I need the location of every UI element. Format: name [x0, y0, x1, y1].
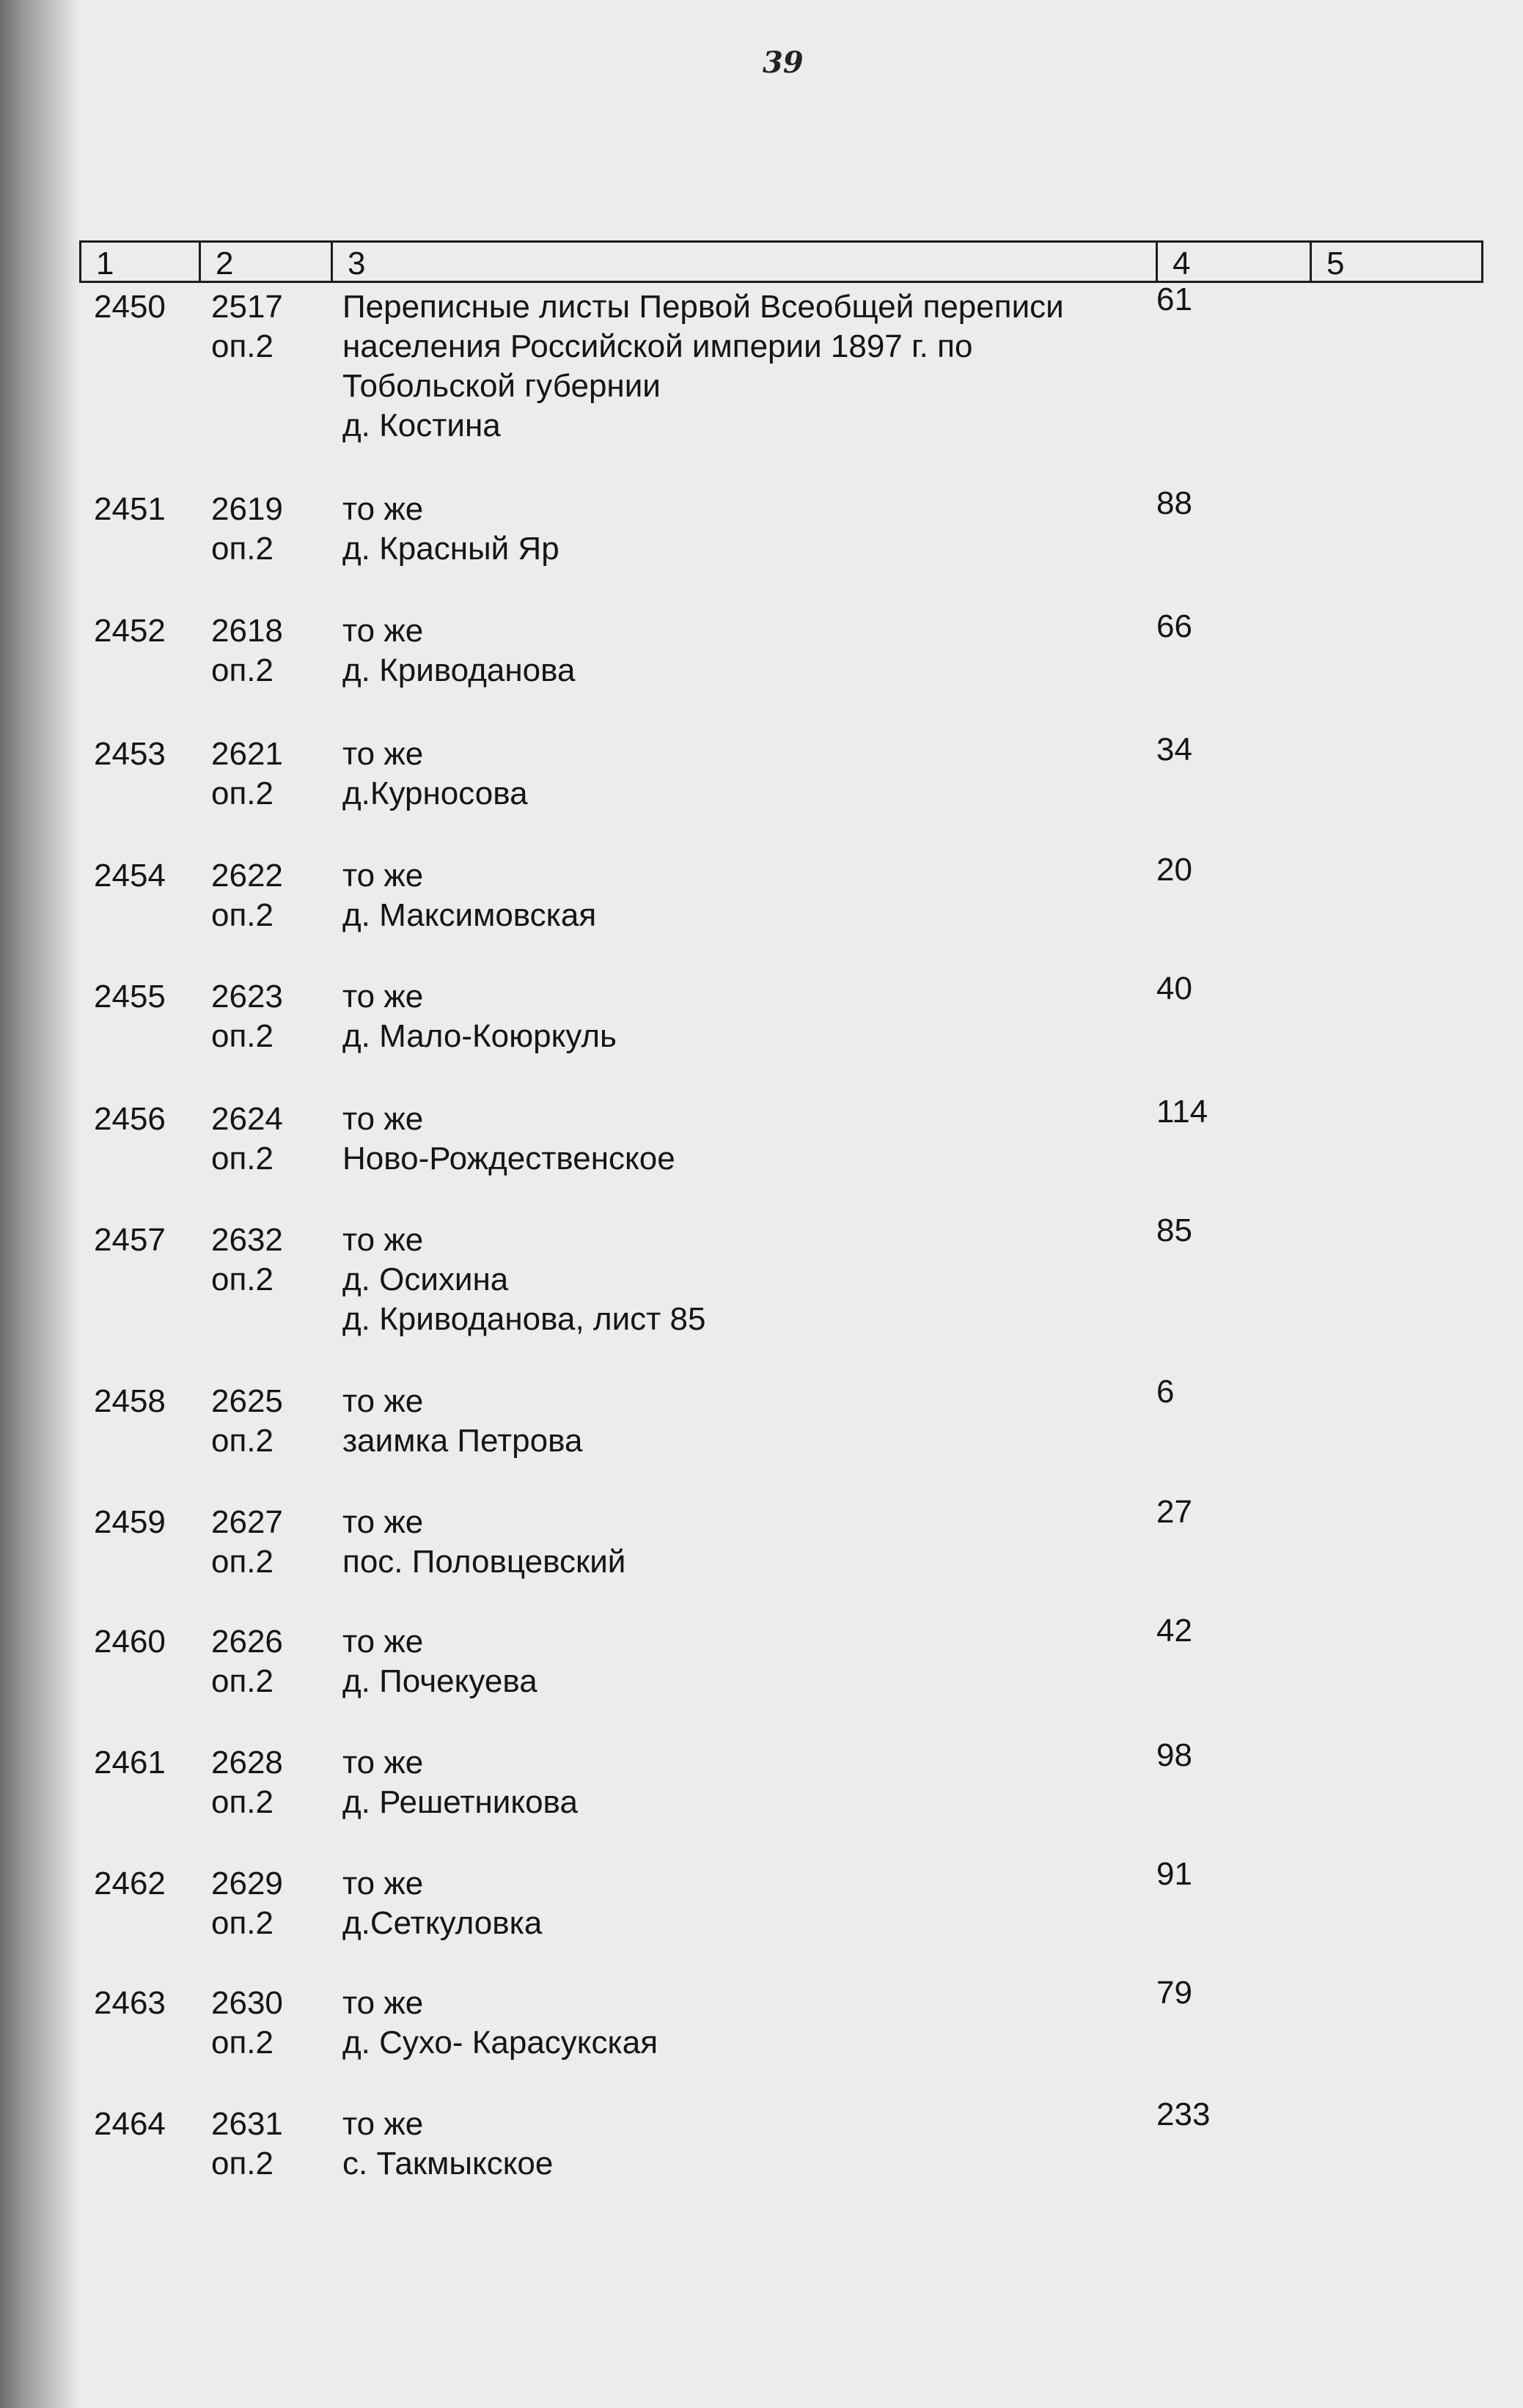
- inventory-label: оп.2: [211, 897, 274, 933]
- title-line: то же: [342, 1985, 424, 2021]
- sheet-count: 98: [1156, 1737, 1192, 1773]
- record-number: 2456: [94, 1101, 166, 1137]
- header-col-4: 4: [1156, 243, 1310, 281]
- header-col-5: 5: [1310, 243, 1481, 281]
- record-number: 2461: [94, 1745, 166, 1781]
- record-number: 2463: [94, 1985, 166, 2021]
- case-cell: [211, 2105, 283, 2184]
- case-cell: [211, 490, 283, 569]
- title-cell: [342, 287, 1142, 446]
- title-line: д.Сеткуловка: [342, 1905, 543, 1941]
- sheet-count: 114: [1156, 1094, 1208, 1130]
- case-cell: [211, 1220, 283, 1300]
- case-cell: [211, 856, 283, 935]
- inventory-label: оп.2: [211, 776, 274, 811]
- title-cell: [342, 1100, 1142, 1179]
- sheet-count: 85: [1156, 1212, 1192, 1248]
- title-line: д. Костина: [342, 408, 501, 443]
- title-cell: [342, 611, 1142, 691]
- case-number: 2628: [211, 1745, 283, 1781]
- header-col-3: 3: [331, 243, 1156, 281]
- title-cell: [342, 2105, 1142, 2184]
- title-line: то же: [342, 1745, 424, 1781]
- record-number: 2457: [94, 1222, 166, 1258]
- sheet-count: 34: [1156, 732, 1192, 767]
- inventory-label: оп.2: [211, 2146, 274, 2181]
- title-line: с. Такмыкское: [342, 2146, 554, 2181]
- inventory-label: оп.2: [211, 1905, 274, 1941]
- inventory-label: оп.2: [211, 2025, 274, 2061]
- title-cell: [342, 1503, 1142, 1582]
- case-cell: [211, 977, 283, 1056]
- title-cell: [342, 1622, 1142, 1701]
- case-cell: [211, 1864, 283, 1943]
- sheet-count: 42: [1156, 1613, 1192, 1649]
- header-col-1: 1: [96, 246, 114, 281]
- record-number: 2451: [94, 491, 166, 527]
- title-line: д. Максимовская: [342, 897, 597, 933]
- sheet-count: 233: [1156, 2096, 1211, 2132]
- title-line: то же: [342, 1504, 424, 1540]
- inventory-label: оп.2: [211, 1544, 274, 1580]
- case-cell: [211, 1743, 283, 1822]
- title-line: Тобольской губернии: [342, 368, 661, 404]
- table-header: [79, 240, 1483, 283]
- title-line: д. Криводанова: [342, 652, 576, 688]
- inventory-label: оп.2: [211, 1423, 274, 1459]
- title-line: д. Криводанова, лист 85: [342, 1301, 706, 1337]
- title-line: д. Решетникова: [342, 1784, 578, 1820]
- case-number: 2631: [211, 2106, 283, 2142]
- title-line: то же: [342, 1866, 424, 1901]
- sheet-count: 91: [1156, 1856, 1192, 1892]
- record-number: 2452: [94, 613, 166, 649]
- title-line: то же: [342, 1222, 424, 1258]
- title-line: то же: [342, 2106, 424, 2142]
- case-number: 2624: [211, 1101, 283, 1137]
- title-cell: [342, 1220, 1142, 1339]
- scan-edge-shadow: [0, 0, 81, 2408]
- record-number: 2458: [94, 1383, 166, 1419]
- title-line: д. Почекуева: [342, 1663, 537, 1699]
- title-line: д. Красный Яр: [342, 531, 559, 567]
- title-cell: [342, 1984, 1142, 2063]
- case-number: 2625: [211, 1383, 283, 1419]
- sheet-count: 20: [1156, 852, 1192, 888]
- case-number: 2623: [211, 979, 283, 1015]
- title-line: то же: [342, 491, 424, 527]
- sheet-count: 88: [1156, 485, 1192, 521]
- title-cell: [342, 1864, 1142, 1943]
- case-cell: [211, 287, 283, 367]
- title-line: д.Курносова: [342, 776, 528, 811]
- title-line: д. Мало-Коюркуль: [342, 1018, 617, 1054]
- title-cell: [342, 490, 1142, 569]
- case-number: 2517: [211, 289, 283, 325]
- sheet-count: 79: [1156, 1975, 1192, 2011]
- record-number: 2460: [94, 1624, 166, 1660]
- case-cell: [211, 1503, 283, 1582]
- case-number: 2618: [211, 613, 283, 649]
- case-number: 2626: [211, 1624, 283, 1660]
- title-line: то же: [342, 613, 424, 649]
- record-number: 2455: [94, 979, 166, 1015]
- case-number: 2632: [211, 1222, 283, 1258]
- inventory-label: оп.2: [211, 1262, 274, 1297]
- title-cell: [342, 734, 1142, 814]
- title-cell: [342, 856, 1142, 935]
- page-number: 39: [763, 45, 804, 80]
- title-line: то же: [342, 858, 424, 894]
- title-line: то же: [342, 1624, 424, 1660]
- case-number: 2622: [211, 858, 283, 894]
- title-line: Ново-Рождественское: [342, 1141, 675, 1177]
- sheet-count: 6: [1156, 1374, 1175, 1410]
- record-number: 2462: [94, 1866, 166, 1901]
- record-number: 2464: [94, 2106, 166, 2142]
- inventory-label: оп.2: [211, 1663, 274, 1699]
- inventory-label: оп.2: [211, 328, 274, 364]
- case-number: 2619: [211, 491, 283, 527]
- case-number: 2629: [211, 1866, 283, 1901]
- record-number: 2450: [94, 289, 166, 325]
- sheet-count: 27: [1156, 1494, 1192, 1530]
- case-cell: [211, 734, 283, 814]
- case-cell: [211, 611, 283, 691]
- inventory-label: оп.2: [211, 1018, 274, 1054]
- title-line: д. Сухо- Карасукская: [342, 2025, 658, 2061]
- case-number: 2630: [211, 1985, 283, 2021]
- case-cell: [211, 1622, 283, 1701]
- title-line: то же: [342, 1101, 424, 1137]
- case-number: 2621: [211, 736, 283, 772]
- title-cell: [342, 1743, 1142, 1822]
- inventory-label: оп.2: [211, 652, 274, 688]
- title-line: пос. Половцевский: [342, 1544, 626, 1580]
- record-number: 2453: [94, 736, 166, 772]
- sheet-count: 40: [1156, 971, 1192, 1006]
- inventory-label: оп.2: [211, 1784, 274, 1820]
- title-cell: [342, 1382, 1142, 1461]
- case-cell: [211, 1984, 283, 2063]
- sheet-count: 61: [1156, 281, 1192, 317]
- title-line: то же: [342, 979, 424, 1015]
- title-cell: [342, 977, 1142, 1056]
- title-line: Переписные листы Первой Всеобщей переписи: [342, 289, 1064, 325]
- case-cell: [211, 1382, 283, 1461]
- record-number: 2459: [94, 1504, 166, 1540]
- inventory-label: оп.2: [211, 531, 274, 567]
- record-number: 2454: [94, 858, 166, 894]
- case-cell: [211, 1100, 283, 1179]
- title-line: населения Российской империи 1897 г. по: [342, 328, 973, 364]
- case-number: 2627: [211, 1504, 283, 1540]
- title-line: то же: [342, 736, 424, 772]
- inventory-label: оп.2: [211, 1141, 274, 1177]
- title-line: д. Осихина: [342, 1262, 509, 1297]
- sheet-count: 66: [1156, 608, 1192, 644]
- header-col-2: 2: [199, 243, 331, 281]
- title-line: то же: [342, 1383, 424, 1419]
- title-line: заимка Петрова: [342, 1423, 583, 1459]
